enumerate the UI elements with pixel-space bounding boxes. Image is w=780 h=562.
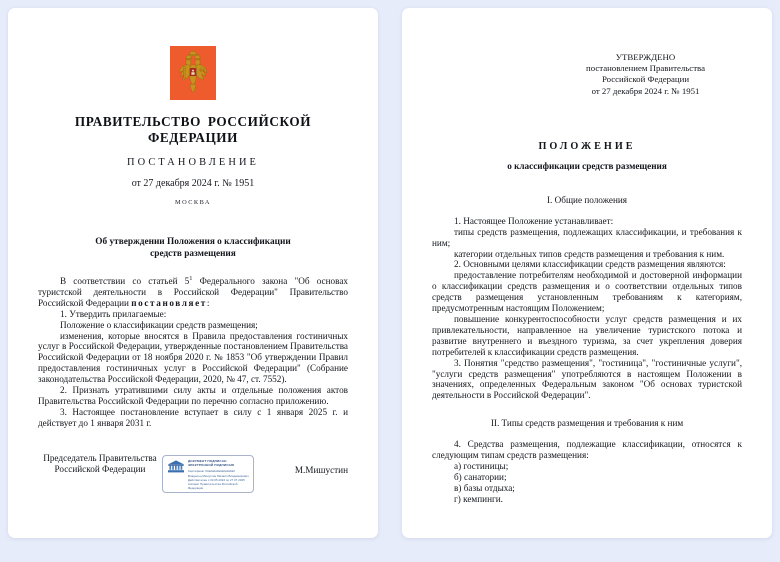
- decree-subject-line-2: средств размещения: [150, 249, 236, 259]
- decree-clause-1: 1. Утвердить прилагаемые:: [60, 308, 167, 319]
- e-signature-stamp-icon: [162, 455, 254, 493]
- stamp-detail-line-2: Владелец Мишустин Михаил Владимирович: [187, 473, 249, 478]
- decree-body: [38, 276, 348, 429]
- document-city: МОСКВА: [175, 199, 211, 206]
- stamp-detail-line-4: Аппарат Правительства Российской: [187, 481, 238, 486]
- approval-line-4: от 27 декабря 2024 г. № 1951: [591, 85, 700, 96]
- section-1-clause-2b: повышение конкурентоспособности услуг средств размещения и их привлекательности, направленное на увеличение туристского потока и развитие внутреннего и въездного туризма, за счет укрепления доверия потребителей к классификации средств размещения.: [432, 313, 742, 357]
- signer-name: М.Мишустин: [294, 464, 348, 475]
- approval-line-2: постановлением Правительства: [586, 63, 705, 74]
- section-1-title: I. Общие положения: [546, 194, 628, 205]
- document-kind: ПОСТАНОВЛЕНИЕ: [127, 157, 259, 168]
- section-1-clause-2: 2. Основными целями классификации средств размещения являются:: [454, 259, 726, 270]
- intro-spaced-word: постановляет: [131, 297, 207, 308]
- intro-mid: Федерального закона "Об основах туристской деятельности в Российской Федерации" Правительство Российской Федерации: [38, 276, 348, 308]
- section-2-item-a: а) гостиницы;: [454, 461, 509, 472]
- approval-block: [553, 52, 738, 97]
- stamp-title-line-1: ДОКУМЕНТ ПОДПИСАН: [187, 458, 227, 463]
- regulation-subtitle: о классификации средств размещения: [507, 160, 667, 171]
- section-2-clause-4: 4. Средства размещения, подлежащие классификации, относятся к следующим типам средств размещения:: [432, 439, 742, 461]
- approval-line-1: УТВЕРЖДЕНО: [615, 52, 676, 62]
- decree-clause-2: 2. Признать утратившими силу акты и отдельные положения актов Правительства Российской Федерации по перечню согласно приложению.: [38, 385, 348, 406]
- intro-tail: :: [206, 297, 210, 308]
- intro-superscript: 1: [189, 274, 193, 282]
- section-2-item-c: в) базы отдыха;: [454, 483, 515, 494]
- decree-subject: [63, 236, 323, 260]
- page-title: ПРАВИТЕЛЬСТВО РОССИЙСКОЙ ФЕДЕРАЦИИ: [74, 114, 312, 145]
- stamp-detail-line-1: Сертификат 00а0а0а0а0а0а0а0а0: [187, 469, 235, 474]
- section-1-clause-2a: предоставление потребителям необходимой и достоверной информации о классификации средств размещения и о соответствии отдельных типов средств размещения установленным требованиям к категориям, предусмотренным настоящим Положением;: [432, 270, 742, 314]
- section-2-body: [432, 439, 742, 505]
- section-1-body: [432, 216, 742, 401]
- stamp-detail-lines: [188, 469, 249, 490]
- approval-line-3: Российской Федерации: [601, 74, 690, 85]
- section-1-clause-1: 1. Настоящее Положение устанавливает:: [454, 215, 614, 226]
- section-2-item-b: б) санатории;: [454, 472, 507, 483]
- stamp-detail-line-3: Действителен с 03.05.2024 по 27.07.2025: [187, 477, 245, 482]
- emblem-container: [38, 46, 348, 100]
- stamp-detail-line-5: Федерации: [187, 486, 204, 491]
- russian-coat-of-arms-icon: [170, 46, 216, 100]
- decree-intro-paragraph: [38, 276, 348, 309]
- signature-block: [38, 453, 348, 491]
- stamp-building-icon: [167, 459, 185, 476]
- signer-position: [38, 453, 162, 475]
- stamp-title-line-2: ЭЛЕКТРОННОЙ ПОДПИСЬЮ: [187, 462, 235, 467]
- decree-subject-line-1: Об утверждении Положения о классификации: [95, 237, 291, 247]
- signer-position-line-1: Председатель Правительства: [43, 452, 157, 463]
- intro-lead: В соответствии со статьей 5: [60, 276, 190, 286]
- stamp-text: [188, 459, 249, 491]
- document-page-2[interactable]: [402, 8, 772, 538]
- section-2-item-d: г) кемпинги.: [454, 494, 503, 505]
- regulation-heading: ПОЛОЖЕНИЕ: [538, 140, 636, 152]
- decree-clause-1a: Положение о классификации средств размещения;: [60, 319, 258, 330]
- document-date-number: от 27 декабря 2024 г. № 1951: [131, 178, 255, 189]
- section-1-clause-1a: типы средств размещения, подлежащих классификации, и требования к ним;: [432, 226, 742, 248]
- document-page-1[interactable]: [8, 8, 378, 538]
- signer-position-line-2: Российской Федерации: [54, 463, 146, 474]
- section-1-clause-1b: категории отдельных типов средств размещения и требования к ним.: [454, 248, 725, 259]
- section-2-title: II. Типы средств размещения и требования к ним: [490, 418, 684, 429]
- decree-clause-3: 3. Настоящее постановление вступает в силу с 1 января 2025 г. и действует до 1 января 2031 г.: [38, 406, 348, 428]
- decree-clause-1b: изменения, которые вносятся в Правила предоставления гостиничных услуг в Российской Федерации, утвержденные постановлением Правительства Российской Федерации от 18 ноября 2020 г. № 1853 "Об утверждении Правил предоставления гостиничных услуг в Российской Федерации" (Собрание законодательства Российской Федерации, 2020, № 47, ст. 7552).: [38, 330, 348, 385]
- section-1-clause-3: 3. Понятия "средство размещения", "гостиница", "гостиничные услуги", "услуги средств размещения" употребляются в настоящем Положении в значениях, определенных Федеральным законом "Об основах туристской деятельности в Российской Федерации".: [432, 357, 742, 401]
